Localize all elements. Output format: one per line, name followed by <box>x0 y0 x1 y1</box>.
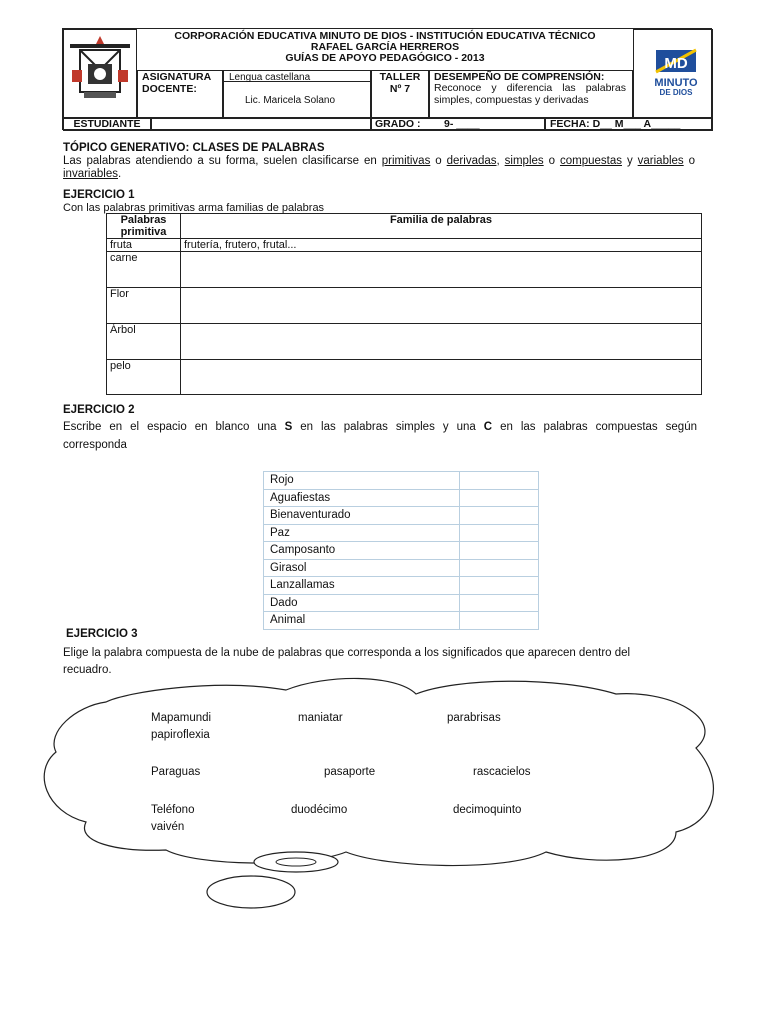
word-compuestas: compuestas <box>559 155 622 167</box>
primitive-word: carne <box>107 252 181 288</box>
table-row <box>107 239 702 252</box>
asignatura-value: Lengua castellana <box>229 72 311 83</box>
ej2-instruction-line2: corresponda <box>63 439 127 451</box>
word-derivadas: derivadas <box>446 155 497 167</box>
fecha-label: FECHA: D__ M___ A_____ <box>550 118 681 130</box>
primitive-word: fruta <box>107 239 181 252</box>
family-cell[interactable] <box>181 252 702 288</box>
table-row <box>264 472 539 490</box>
cloud-word: rascacielos <box>473 766 531 778</box>
ej1-instruction: Con las palabras primitivas arma familias de palabras <box>63 202 325 214</box>
taller-value: Nº 7 <box>389 83 411 95</box>
minuto-de-dios-logo-icon <box>634 30 712 117</box>
intro-y: y <box>626 155 633 167</box>
guide-title: GUÍAS DE APOYO PEDAGÓGICO - 2013 <box>285 52 485 64</box>
answer-cell[interactable] <box>460 489 539 507</box>
cloud-word: decimoquinto <box>453 804 522 816</box>
word-simples: simples <box>504 155 544 167</box>
desempeno-label: DESEMPEÑO DE COMPRENSIÓN: <box>434 71 605 83</box>
school-crest-icon <box>64 30 136 117</box>
docente-value: Lic. Maricela Solano <box>245 95 336 106</box>
estudiante-label: ESTUDIANTE <box>73 118 141 130</box>
answer-cell[interactable] <box>460 594 539 612</box>
cloud-word: vaivén <box>151 821 185 833</box>
intro-o3: o <box>688 155 696 167</box>
desempeno-text: Reconoce y diferencia las palabras simples, compuestas y derivadas <box>434 82 626 106</box>
family-cell[interactable] <box>181 288 702 324</box>
simple-compound-table <box>263 471 539 630</box>
cloud-word: Mapamundi <box>151 712 212 724</box>
intro-o2: o <box>548 155 556 167</box>
intro-text: Las palabras atendiendo a su forma, suelen clasificarse en <box>63 155 377 167</box>
family-cell[interactable]: frutería, frutero, frutal... <box>181 239 702 252</box>
ej2-instr-a: Escribe en el espacio en blanco una <box>63 421 277 433</box>
logo-text-de-dios: DE DIOS <box>659 88 693 97</box>
cloud-word: parabrisas <box>447 712 501 724</box>
intro-comma: , <box>496 155 500 167</box>
family-cell[interactable] <box>181 324 702 360</box>
table-row <box>107 288 702 324</box>
primitive-word: Flor <box>107 288 181 324</box>
word-invariables: invariables <box>63 167 118 180</box>
word-cell: Aguafiestas <box>264 489 460 507</box>
word-cell: Camposanto <box>264 542 460 560</box>
table-row <box>264 507 539 525</box>
word-variables: variables <box>637 155 684 167</box>
intro-paragraph <box>63 155 695 180</box>
school-crest-cell <box>63 29 137 118</box>
answer-cell[interactable] <box>460 542 539 560</box>
family-table <box>106 213 702 395</box>
cloud-word: pasaporte <box>324 766 376 778</box>
table-row <box>264 524 539 542</box>
word-cell: Paz <box>264 524 460 542</box>
ej2-instruction-line1 <box>63 421 697 433</box>
word-cell: Rojo <box>264 472 460 490</box>
grado-value: 9- ____ <box>444 118 480 130</box>
ej2-letter-c: C <box>483 421 493 433</box>
word-cloud-shape <box>36 672 726 912</box>
cloud-word: maniatar <box>298 712 343 724</box>
answer-cell[interactable] <box>460 577 539 595</box>
answer-cell[interactable] <box>460 559 539 577</box>
family-cell[interactable] <box>181 360 702 395</box>
word-cell: Girasol <box>264 559 460 577</box>
word-primitivas: primitivas <box>381 155 431 167</box>
cloud-word: papiroflexia <box>151 729 210 741</box>
table-row <box>264 542 539 560</box>
header-box <box>62 28 712 130</box>
topic-heading: TÓPICO GENERATIVO: CLASES DE PALABRAS <box>63 142 325 154</box>
table-row <box>107 324 702 360</box>
primitive-word: pelo <box>107 360 181 395</box>
table-row <box>264 594 539 612</box>
ej2-instr-c: en las palabras compuestas según <box>500 421 697 433</box>
word-cell: Lanzallamas <box>264 577 460 595</box>
answer-cell[interactable] <box>460 472 539 490</box>
institution-line1: CORPORACIÓN EDUCATIVA MINUTO DE DIOS - INSTITUCIÓN EDUCATIVA TÉCNICO <box>174 30 596 42</box>
logo-text-md: MD <box>664 55 688 72</box>
col-familia-header: Familia de palabras <box>181 214 702 239</box>
ej3-title: EJERCICIO 3 <box>66 628 138 640</box>
ej2-instr-b: en las palabras simples y una <box>300 421 476 433</box>
md-logo-cell <box>633 29 713 118</box>
cloud-word: Paraguas <box>151 766 201 778</box>
table-row <box>107 252 702 288</box>
word-cell: Animal <box>264 612 460 630</box>
table-row <box>264 612 539 630</box>
answer-cell[interactable] <box>460 612 539 630</box>
grado-label: GRADO : <box>375 118 421 130</box>
estudiante-input[interactable] <box>151 118 371 131</box>
cloud-word: duodécimo <box>291 804 348 816</box>
table-row <box>264 577 539 595</box>
primitive-word: Árbol <box>107 324 181 360</box>
table-row <box>107 360 702 395</box>
intro-o1: o <box>435 155 442 167</box>
table-row <box>264 489 539 507</box>
answer-cell[interactable] <box>460 507 539 525</box>
ej3-instruction-line1: Elige la palabra compuesta de la nube de palabras que corresponda a los significados que aparecen dentro del <box>63 647 631 659</box>
cloud-word: Teléfono <box>151 804 195 816</box>
docente-label: DOCENTE: <box>142 83 197 95</box>
word-cell: Bienaventurado <box>264 507 460 525</box>
institution-line2: RAFAEL GARCÍA HERREROS <box>310 41 460 53</box>
intro-period: . <box>117 167 122 180</box>
table-row <box>264 559 539 577</box>
word-cell: Dado <box>264 594 460 612</box>
asignatura-label: ASIGNATURA <box>142 71 212 83</box>
col-primitiva-header: Palabras primitiva <box>107 214 181 239</box>
ej3-instruction-line2: recuadro. <box>63 664 112 676</box>
ej2-title: EJERCICIO 2 <box>63 404 135 416</box>
ej1-title: EJERCICIO 1 <box>63 189 135 201</box>
answer-cell[interactable] <box>460 524 539 542</box>
logo-text-minuto: MINUTO <box>654 77 698 89</box>
taller-label: TALLER <box>379 71 421 83</box>
ej2-letter-s: S <box>284 421 293 433</box>
